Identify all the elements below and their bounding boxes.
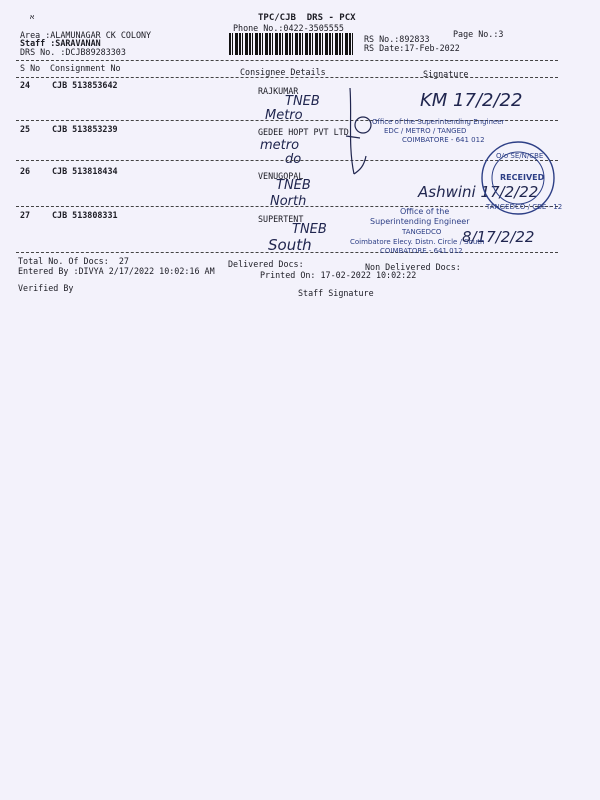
delivered-docs: Delivered Docs: <box>228 259 304 269</box>
row-consignment: CJB 513853239 <box>52 124 118 134</box>
staff-signature: Staff Signature <box>298 288 374 298</box>
received-seal-text: RECEIVED <box>500 173 545 182</box>
col-consignee: Consignee Details <box>240 67 326 77</box>
handwritten-note: South <box>268 236 312 254</box>
received-seal-text: O/o SE/N/CBE <box>496 152 544 160</box>
handwritten-note: Metro <box>265 108 303 123</box>
row-consignment: CJB 513808331 <box>52 210 118 220</box>
phone-number: Phone No.:0422-3505555 <box>233 23 344 33</box>
row-consignment: CJB 513853642 <box>52 80 118 90</box>
office-stamp: COIMBATORE - 641 012 <box>402 136 485 144</box>
col-consignment: Consignment No <box>50 63 121 73</box>
col-sno: S No <box>20 63 41 73</box>
barcode <box>229 33 355 55</box>
printed-on: Printed On: 17-02-2022 10:02:22 <box>260 270 417 280</box>
row-sno: 25 <box>20 124 31 134</box>
divider <box>16 60 558 61</box>
row-sno: 27 <box>20 210 31 220</box>
office-stamp: Superintending Engineer <box>370 217 470 226</box>
handwritten-note: metro <box>260 138 300 153</box>
divider <box>16 252 558 253</box>
office-stamp: EDC / METRO / TANGED <box>384 127 467 135</box>
received-seal-text: TANGEDCO / CBE - 12 <box>486 203 563 211</box>
handwritten-note: TNEB <box>276 178 311 193</box>
divider <box>16 160 558 161</box>
entered-by: Entered By :DIVYA 2/17/2022 10:02:16 AM <box>18 266 215 276</box>
row-consignment: CJB 513818434 <box>52 166 118 176</box>
office-stamp: Office of the <box>400 207 450 216</box>
handwritten-signature: KM 17/2/22 <box>420 90 523 111</box>
circle-mark <box>352 114 374 136</box>
area-field: Area :ALAMUNAGAR CK COLONY <box>20 30 152 40</box>
divider <box>16 206 558 207</box>
verified-by: Verified By <box>18 283 74 293</box>
row-consignee: RAJKUMAR <box>258 86 299 96</box>
handwritten-note: do <box>285 152 302 167</box>
handwritten-signature: Ashwini 17/2/22 <box>418 183 539 201</box>
drs-number: DRS No. :DCJB89283303 <box>20 47 126 57</box>
page-number: Page No.:3 <box>453 29 504 39</box>
divider <box>16 77 558 78</box>
row-sno: 24 <box>20 80 31 90</box>
total-docs: Total No. Of Docs: 27 <box>18 256 129 266</box>
row-consignee: SUPERTENT <box>258 214 304 224</box>
rs-number: RS No.:892833 <box>364 34 430 44</box>
office-stamp: Office of the Superintending Engineer <box>372 118 505 126</box>
row-consignee: GEDEE HOPT PVT LTD <box>258 127 349 137</box>
scan-mark: ﬡ <box>30 13 35 21</box>
office-stamp: COIMBATORE - 641 012 <box>380 247 463 255</box>
handwritten-note: TNEB <box>292 222 327 237</box>
row-sno: 26 <box>20 166 31 176</box>
office-stamp: Coimbatore Elecy. Distn. Circle / South <box>350 238 485 246</box>
office-stamp: TANGEDCO <box>402 228 442 236</box>
non-delivered-docs: Non Delivered Docs: <box>365 262 461 272</box>
handwritten-note: North <box>270 194 307 209</box>
handwritten-signature: 8/17/2/22 <box>462 228 535 246</box>
row-consignee: VENUGOPAL <box>258 171 304 181</box>
col-signature: Signature <box>423 69 469 79</box>
staff-field: Staff :SARAVANAN <box>20 38 101 48</box>
rs-date: RS Date:17-Feb-2022 <box>364 43 460 53</box>
document-title: TPC/CJB DRS - PCX <box>258 13 356 23</box>
handwritten-note: TNEB <box>285 94 320 109</box>
